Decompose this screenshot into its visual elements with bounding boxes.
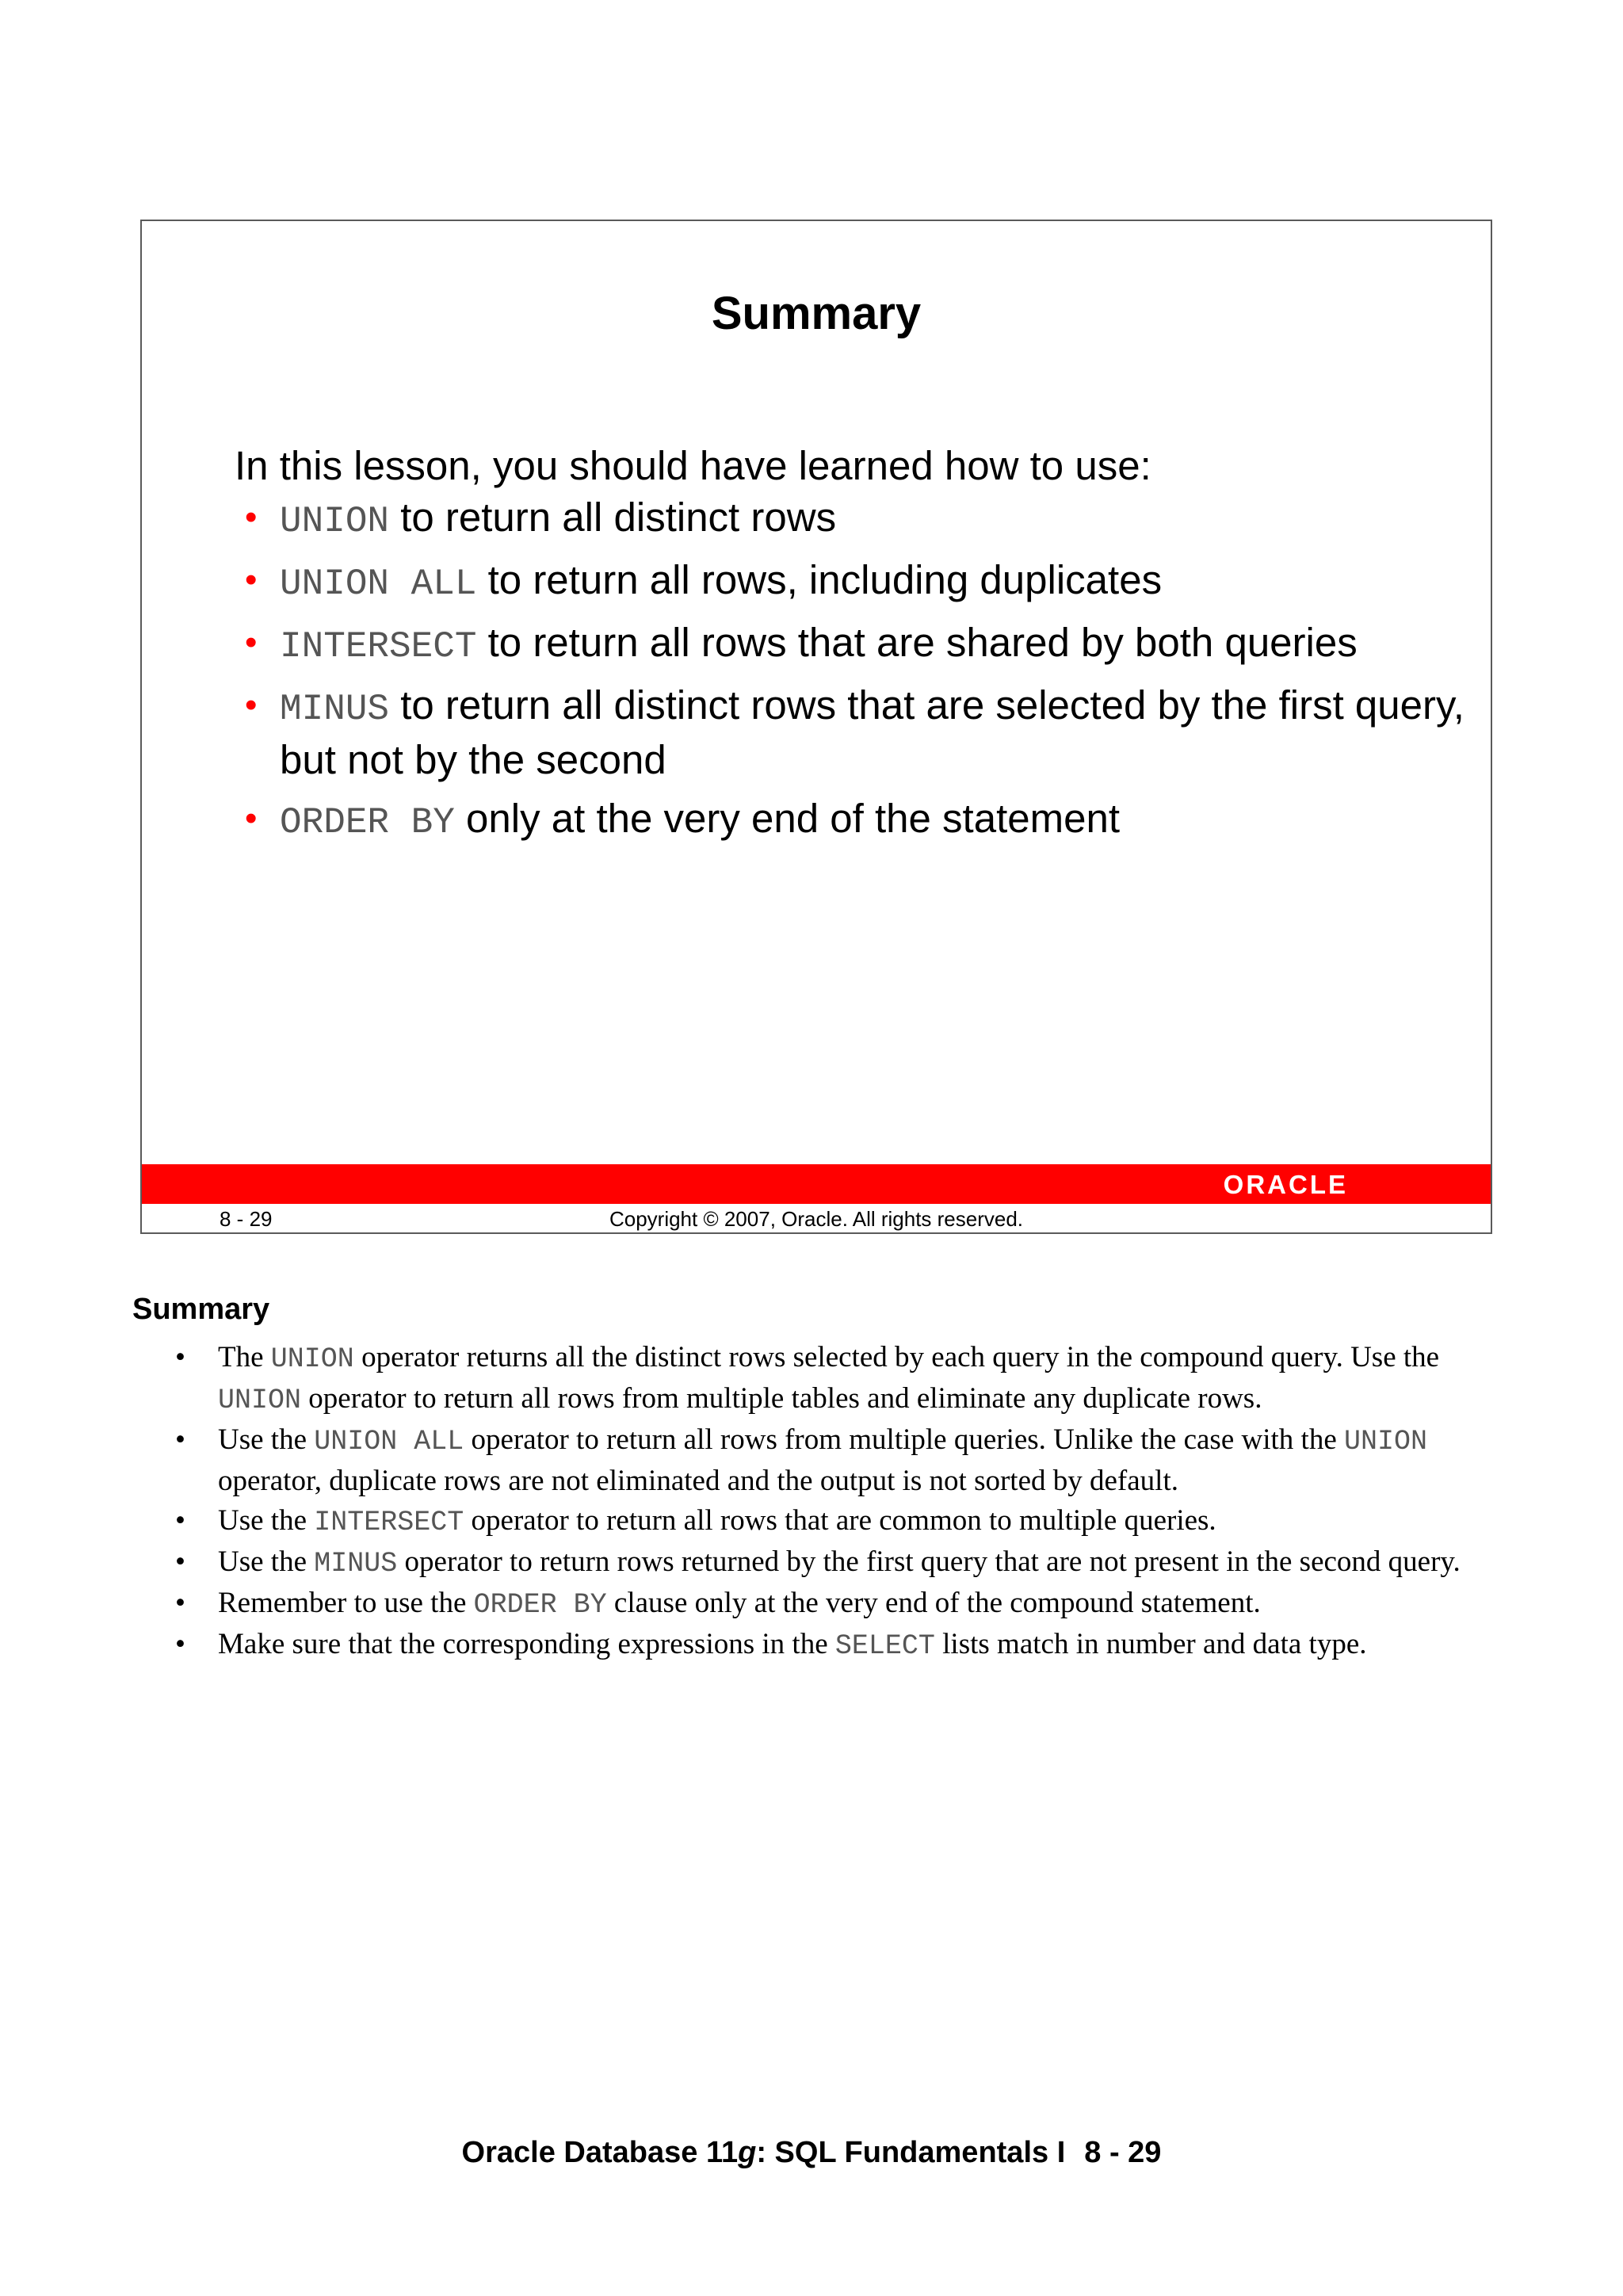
page-footer bbox=[0, 2136, 1623, 2170]
bullet-dot-icon: • bbox=[175, 1504, 185, 1537]
bullet-dot-icon: • bbox=[245, 623, 258, 662]
slide-bullet bbox=[245, 680, 1465, 785]
notes-text: lists match in number and data type. bbox=[934, 1628, 1367, 1660]
code-keyword: UNION bbox=[1344, 1426, 1428, 1457]
code-keyword: UNION bbox=[280, 501, 390, 542]
notes-text: Use the bbox=[218, 1423, 315, 1456]
bullet-dot-icon: • bbox=[175, 1341, 185, 1373]
notes-bullet bbox=[170, 1625, 1502, 1666]
code-keyword: MINUS bbox=[314, 1548, 398, 1580]
slide-number: 8 - 29 bbox=[220, 1207, 273, 1231]
bullet-dot-icon: • bbox=[175, 1628, 185, 1660]
code-keyword: MINUS bbox=[280, 689, 390, 730]
page-number: 8 - 29 bbox=[1084, 2136, 1162, 2169]
notes-text: operator, duplicate rows are not eliminated and the output is not sorted by default. bbox=[218, 1465, 1178, 1497]
code-keyword: INTERSECT bbox=[314, 1507, 464, 1538]
bullet-text: to return all rows that are shared by both queries bbox=[476, 620, 1358, 665]
bullet-dot-icon: • bbox=[245, 799, 258, 838]
slide-frame bbox=[140, 220, 1492, 1234]
notes-text: The bbox=[218, 1341, 271, 1373]
slide-bullet bbox=[245, 617, 1465, 672]
bullet-dot-icon: • bbox=[175, 1423, 185, 1456]
notes-bullet bbox=[170, 1501, 1502, 1542]
notes-text: operator to return all rows that are common to multiple queries. bbox=[464, 1504, 1216, 1537]
code-keyword: UNION ALL bbox=[314, 1426, 464, 1457]
notes-text: Remember to use the bbox=[218, 1587, 474, 1619]
book-title-prefix: Oracle Database 11 bbox=[461, 2136, 739, 2169]
bullet-text: only at the very end of the statement bbox=[454, 796, 1121, 841]
slide-footer-bar bbox=[142, 1164, 1491, 1204]
bullet-dot-icon: • bbox=[245, 498, 258, 537]
slide-copyright: Copyright © 2007, Oracle. All rights reserved. bbox=[609, 1207, 1024, 1231]
notes-bullet bbox=[170, 1584, 1502, 1625]
notes-bullet bbox=[170, 1542, 1502, 1584]
notes-text: clause only at the very end of the compound statement. bbox=[606, 1587, 1261, 1619]
slide-footer bbox=[142, 1204, 1491, 1234]
bullet-dot-icon: • bbox=[175, 1545, 185, 1578]
bullet-dot-icon: • bbox=[245, 560, 258, 599]
slide-intro: In this lesson, you should have learned how to use: bbox=[235, 443, 1151, 488]
bullet-text: to return all distinct rows that are selected by the first query, but not by the second bbox=[280, 682, 1465, 782]
notes-text: Use the bbox=[218, 1504, 315, 1537]
book-title-suffix: : SQL Fundamentals I bbox=[756, 2136, 1066, 2169]
code-keyword: INTERSECT bbox=[280, 626, 477, 667]
slide-bullet bbox=[245, 555, 1465, 609]
notes-bullet-list bbox=[170, 1338, 1502, 1666]
code-keyword: SELECT bbox=[834, 1630, 935, 1662]
bullet-dot-icon: • bbox=[175, 1587, 185, 1619]
code-keyword: ORDER BY bbox=[473, 1589, 607, 1621]
code-keyword: UNION bbox=[270, 1343, 354, 1375]
notes-text: Make sure that the corresponding expressions in the bbox=[218, 1628, 835, 1660]
notes-text: Use the bbox=[218, 1545, 315, 1578]
oracle-logo-text: ORACLE bbox=[1223, 1169, 1348, 1199]
book-title-italic: g bbox=[738, 2136, 757, 2169]
bullet-dot-icon: • bbox=[245, 686, 258, 724]
notes-text: operator to return all rows from multiple tables and eliminate any duplicate rows. bbox=[301, 1382, 1262, 1415]
slide-title: Summary bbox=[711, 288, 922, 339]
notes-bullet bbox=[170, 1420, 1502, 1501]
bullet-text: to return all distinct rows bbox=[389, 495, 837, 540]
notes-heading: Summary bbox=[132, 1293, 270, 1326]
notes-text: operator returns all the distinct rows selected by each query in the compound query. Use the bbox=[353, 1341, 1440, 1373]
notes-text: operator to return rows returned by the first query that are not present in the second query. bbox=[397, 1545, 1461, 1578]
oracle-logo bbox=[1224, 1171, 1348, 1198]
notes-bullet bbox=[170, 1338, 1502, 1420]
code-keyword: UNION ALL bbox=[280, 563, 477, 605]
code-keyword: ORDER BY bbox=[280, 802, 455, 843]
code-keyword: UNION bbox=[218, 1385, 302, 1416]
slide-bullet bbox=[245, 492, 1465, 547]
slide-bullet bbox=[245, 793, 1465, 848]
bullet-text: to return all rows, including duplicates bbox=[476, 557, 1163, 602]
notes-text: operator to return all rows from multiple queries. Unlike the case with the bbox=[464, 1423, 1344, 1456]
slide-bullet-list bbox=[245, 492, 1465, 856]
